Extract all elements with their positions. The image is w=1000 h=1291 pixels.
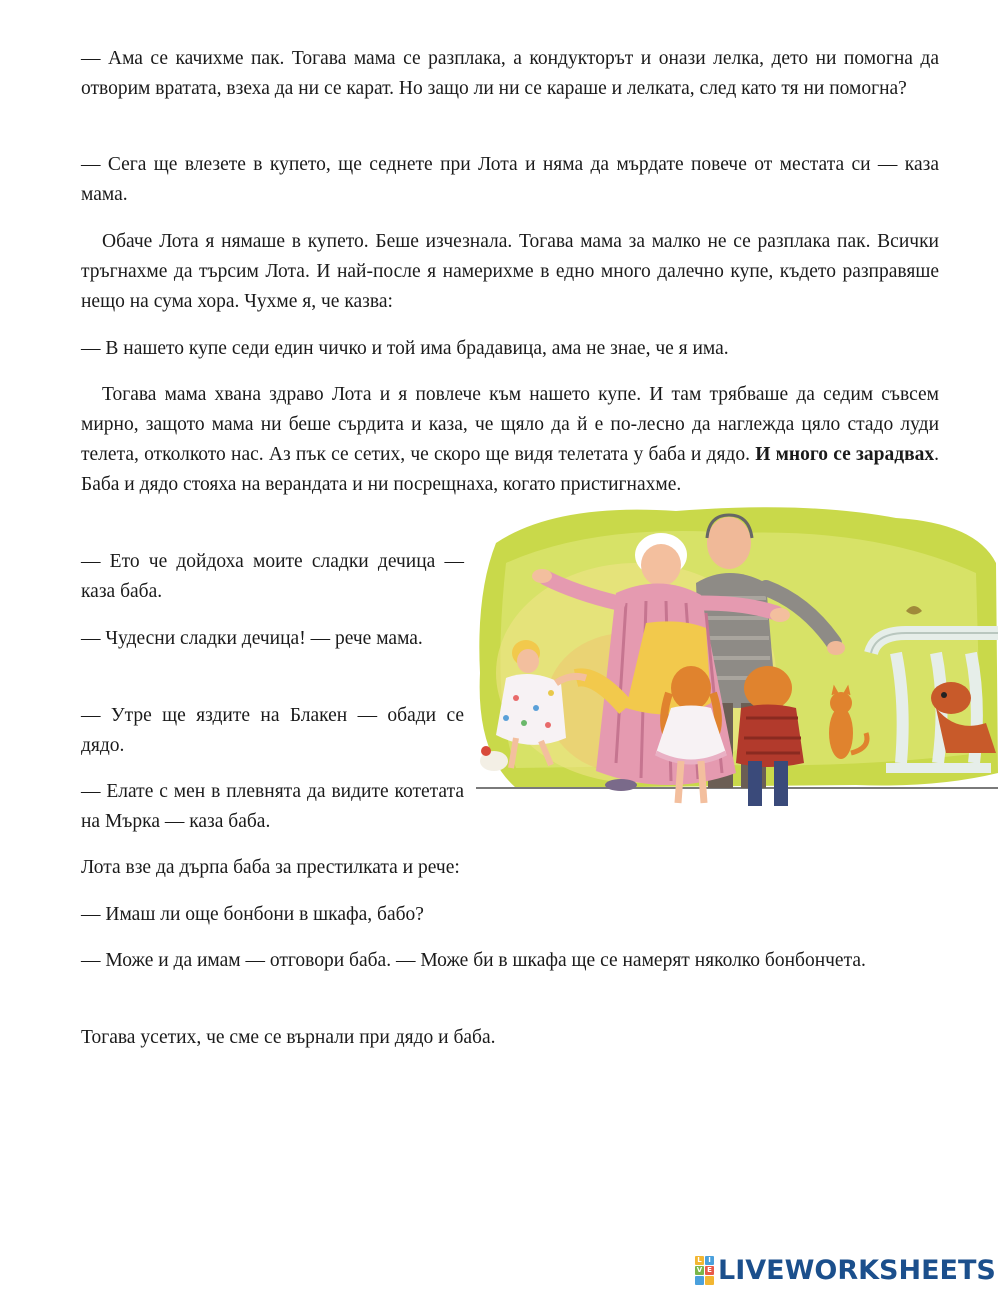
logo-mark-letter: L — [695, 1256, 704, 1265]
paragraph-lota: Лота взе да дърпа баба за престилката и рече: — [81, 857, 460, 878]
dialogue-grandma-2: — Елате с мен в плевнята да видите котетата на Мърка — каза баба. — [81, 781, 464, 832]
bold-phrase: И много се зарадвах — [755, 444, 935, 465]
closing-paragraph: Тогава усетих, че сме се върнали при дядо и баба. — [81, 1027, 496, 1048]
logo-mark-letter: I — [705, 1256, 714, 1265]
paragraph-2: — Сега ще влезете в купето, ще седнете при Лота и няма да мърдате повече от местата си — каза мама. — [81, 154, 939, 205]
paragraph-5-start: Тогава мама хвана здраво Лота и я повлече към нашето купе. И там трябваше да седим съвсем мирно, защото мама ни беше сърдита и каза, че щяло да й е по-лесно да наглежда цяло стадо луди телета, отколкото нас. Аз пък се сетих, че скоро ще видя телетата у баба и дядо. — [81, 384, 939, 465]
logo-mark-icon — [695, 1256, 714, 1285]
dialogue-mama: — Чудесни сладки дечица! — рече мама. — [81, 628, 423, 649]
logo-text: LIVEWORKSHEETS — [718, 1254, 996, 1286]
paragraph-4: — В нашето купе седи един чичко и той има брадавица, ама не знае, че я има. — [81, 338, 729, 359]
logo-mark-letter: V — [696, 1265, 703, 1274]
dialogue-lota: — Имаш ли още бонбони в шкафа, бабо? — [81, 904, 424, 925]
family-greeting-illustration — [476, 503, 998, 819]
paragraph-3: Обаче Лота я нямаше в купето. Беше изчезнала. Тогава мама за малко не се разплака пак. Всички тръгнахме да търсим Лота. И най-после я намерихме в едно много далечно купе, където разправяше нещо на сума хора. Чухме я, че казва: — [81, 231, 939, 312]
dialogue-grandma-3: — Може и да имам — отговори баба. — Може би в шкафа ще се намерят няколко бонбончета. — [81, 950, 866, 971]
liveworksheets-logo — [695, 1253, 996, 1287]
dialogue-grandma-1: — Ето че дойдоха моите сладки дечица — каза баба. — [81, 551, 464, 602]
logo-mark-letter: E — [705, 1266, 714, 1275]
paragraph-5-end: . Баба и дядо стояха на верандата и ни посрещнаха, когато пристигнахме. — [81, 444, 939, 495]
paragraph-1: — Ама се качихме пак. Тогава мама се разплака, а кондукторът и онази лелка, дето ни помогна да отворим вратата, взеха да ни се карат. Но защо ли ни се караше и лелката, след като тя ни помогна? — [81, 48, 939, 99]
dialogue-grandpa: — Утре ще яздите на Блакен — обади се дядо. — [81, 705, 464, 756]
paragraph-5 — [81, 380, 939, 500]
